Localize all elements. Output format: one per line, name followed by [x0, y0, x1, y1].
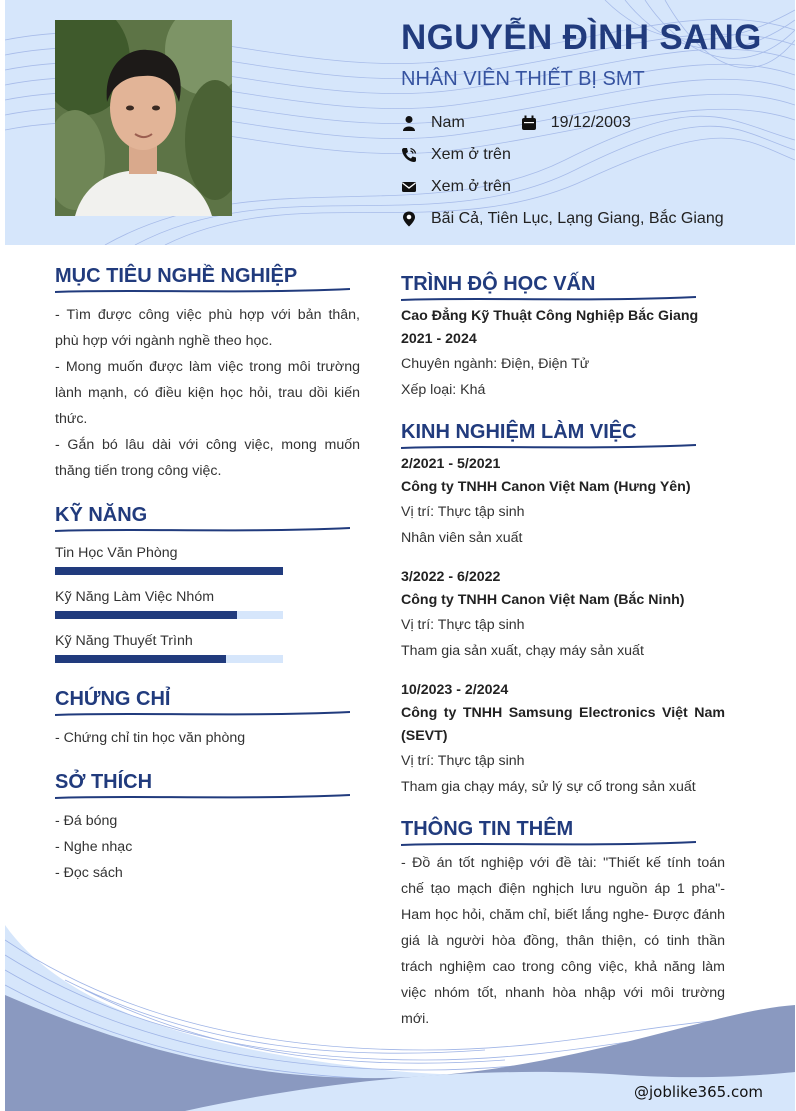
- job-company: Công ty TNHH Canon Việt Nam (Bắc Ninh): [401, 592, 685, 608]
- skill-fill: [55, 611, 237, 619]
- job-title: NHÂN VIÊN THIẾT BỊ SMT: [401, 68, 645, 90]
- website-watermark: @joblike365.com: [633, 1083, 763, 1101]
- address-value: Bãi Cả, Tiên Lục, Lạng Giang, Bắc Giang: [431, 210, 724, 227]
- email-value: Xem ở trên: [431, 178, 511, 195]
- objective-line-2: - Mong muốn được làm việc trong môi trường lành mạnh, có điều kiện học hỏi, trau dồi kiến thức.: [55, 359, 360, 427]
- skill-label-office: Tin Học Văn Phòng: [55, 545, 178, 561]
- job-company-suffix: (SEVT): [401, 728, 448, 744]
- skill-bar-teamwork: [55, 611, 283, 619]
- job-description: Tham gia sản xuất, chạy máy sản xuất: [401, 643, 644, 659]
- gender-value: Nam: [431, 114, 465, 131]
- education-underline: [401, 295, 696, 303]
- job-company: Công ty TNHH Canon Việt Nam (Hưng Yên): [401, 479, 691, 495]
- address-row: [401, 208, 724, 230]
- gender-birthdate-row: [401, 112, 631, 134]
- certificate-item: - Chứng chỉ tin học văn phòng: [55, 730, 246, 746]
- phone-row: [401, 144, 511, 166]
- job-position: Vị trí: Thực tập sinh: [401, 617, 525, 633]
- job-period: 3/2022 - 6/2022: [401, 569, 501, 585]
- education-heading: TRÌNH ĐỘ HỌC VẤN: [401, 273, 596, 295]
- objective-underline: [55, 287, 350, 295]
- cv-page: [5, 0, 795, 1111]
- skills-heading: KỸ NĂNG: [55, 504, 148, 526]
- skill-label-teamwork: Kỹ Năng Làm Việc Nhóm: [55, 589, 215, 605]
- skill-fill: [55, 567, 283, 575]
- skill-bar-presentation: [55, 655, 283, 663]
- job-description: Nhân viên sản xuất: [401, 530, 523, 546]
- skill-bar-office: [55, 567, 283, 575]
- job-position: Vị trí: Thực tập sinh: [401, 504, 525, 520]
- map-pin-icon: [401, 211, 417, 227]
- envelope-icon: [401, 179, 417, 195]
- skill-fill: [55, 655, 226, 663]
- hobby-item: - Đọc sách: [55, 865, 123, 881]
- phone-value: Xem ở trên: [431, 146, 511, 163]
- job-period: 2/2021 - 5/2021: [401, 456, 501, 472]
- additional-info-text: - Đồ án tốt nghiệp với đề tài: "Thiết kế tính toán chế tạo mạch điện nghịch lưu nguồn áp 1 pha"- Ham học hỏi, chăm chỉ, biết lắng nghe- Được đánh giá là người hòa đồng, thân thiện, có tinh thần trách nghiệm cao trong công việc, khả năng làm việc nhóm tốt, nhanh hòa nhập với môi trường mới.: [401, 855, 725, 1027]
- skills-underline: [55, 526, 350, 534]
- education-major: Chuyên ngành: Điện, Điện Tử: [401, 356, 590, 372]
- job-period: 10/2023 - 2/2024: [401, 682, 509, 698]
- certificates-heading: CHỨNG CHỈ: [55, 688, 171, 710]
- objective-heading: MỤC TIÊU NGHỀ NGHIỆP: [55, 265, 298, 287]
- hobbies-underline: [55, 793, 350, 801]
- job-description: Tham gia chạy máy, sử lý sự cố trong sản xuất: [401, 779, 696, 795]
- candidate-name: NGUYỄN ĐÌNH SANG: [401, 18, 762, 57]
- hobbies-heading: SỞ THÍCH: [55, 771, 153, 793]
- phone-icon: [401, 147, 417, 163]
- objective-line-1: - Tìm được công việc phù hợp với bản thân, phù hợp với ngành nghề theo học.: [55, 307, 360, 349]
- education-period: 2021 - 2024: [401, 331, 477, 347]
- objective-line-3: - Gắn bó lâu dài với công việc, mong muốn thăng tiến trong công việc.: [55, 437, 360, 479]
- birthdate-value: 19/12/2003: [550, 114, 631, 131]
- hobby-item: - Nghe nhạc: [55, 839, 133, 855]
- certificates-underline: [55, 710, 350, 718]
- additional-info-heading: THÔNG TIN THÊM: [401, 818, 574, 840]
- skill-label-presentation: Kỹ Năng Thuyết Trình: [55, 633, 193, 649]
- profile-photo: [55, 20, 232, 216]
- education-rank: Xếp loại: Khá: [401, 382, 486, 398]
- education-school: Cao Đẳng Kỹ Thuật Công Nghiệp Bắc Giang: [401, 308, 699, 324]
- additional-info-underline: [401, 840, 696, 848]
- hobby-item: - Đá bóng: [55, 813, 118, 829]
- user-icon: [401, 115, 417, 131]
- calendar-icon: [521, 115, 537, 131]
- experience-underline: [401, 443, 696, 451]
- email-row: [401, 176, 511, 198]
- experience-heading: KINH NGHIỆM LÀM VIỆC: [401, 421, 637, 443]
- job-company: Công ty TNHH Samsung Electronics Việt Nam: [401, 705, 725, 721]
- job-position: Vị trí: Thực tập sinh: [401, 753, 525, 769]
- cv-header: [5, 0, 795, 245]
